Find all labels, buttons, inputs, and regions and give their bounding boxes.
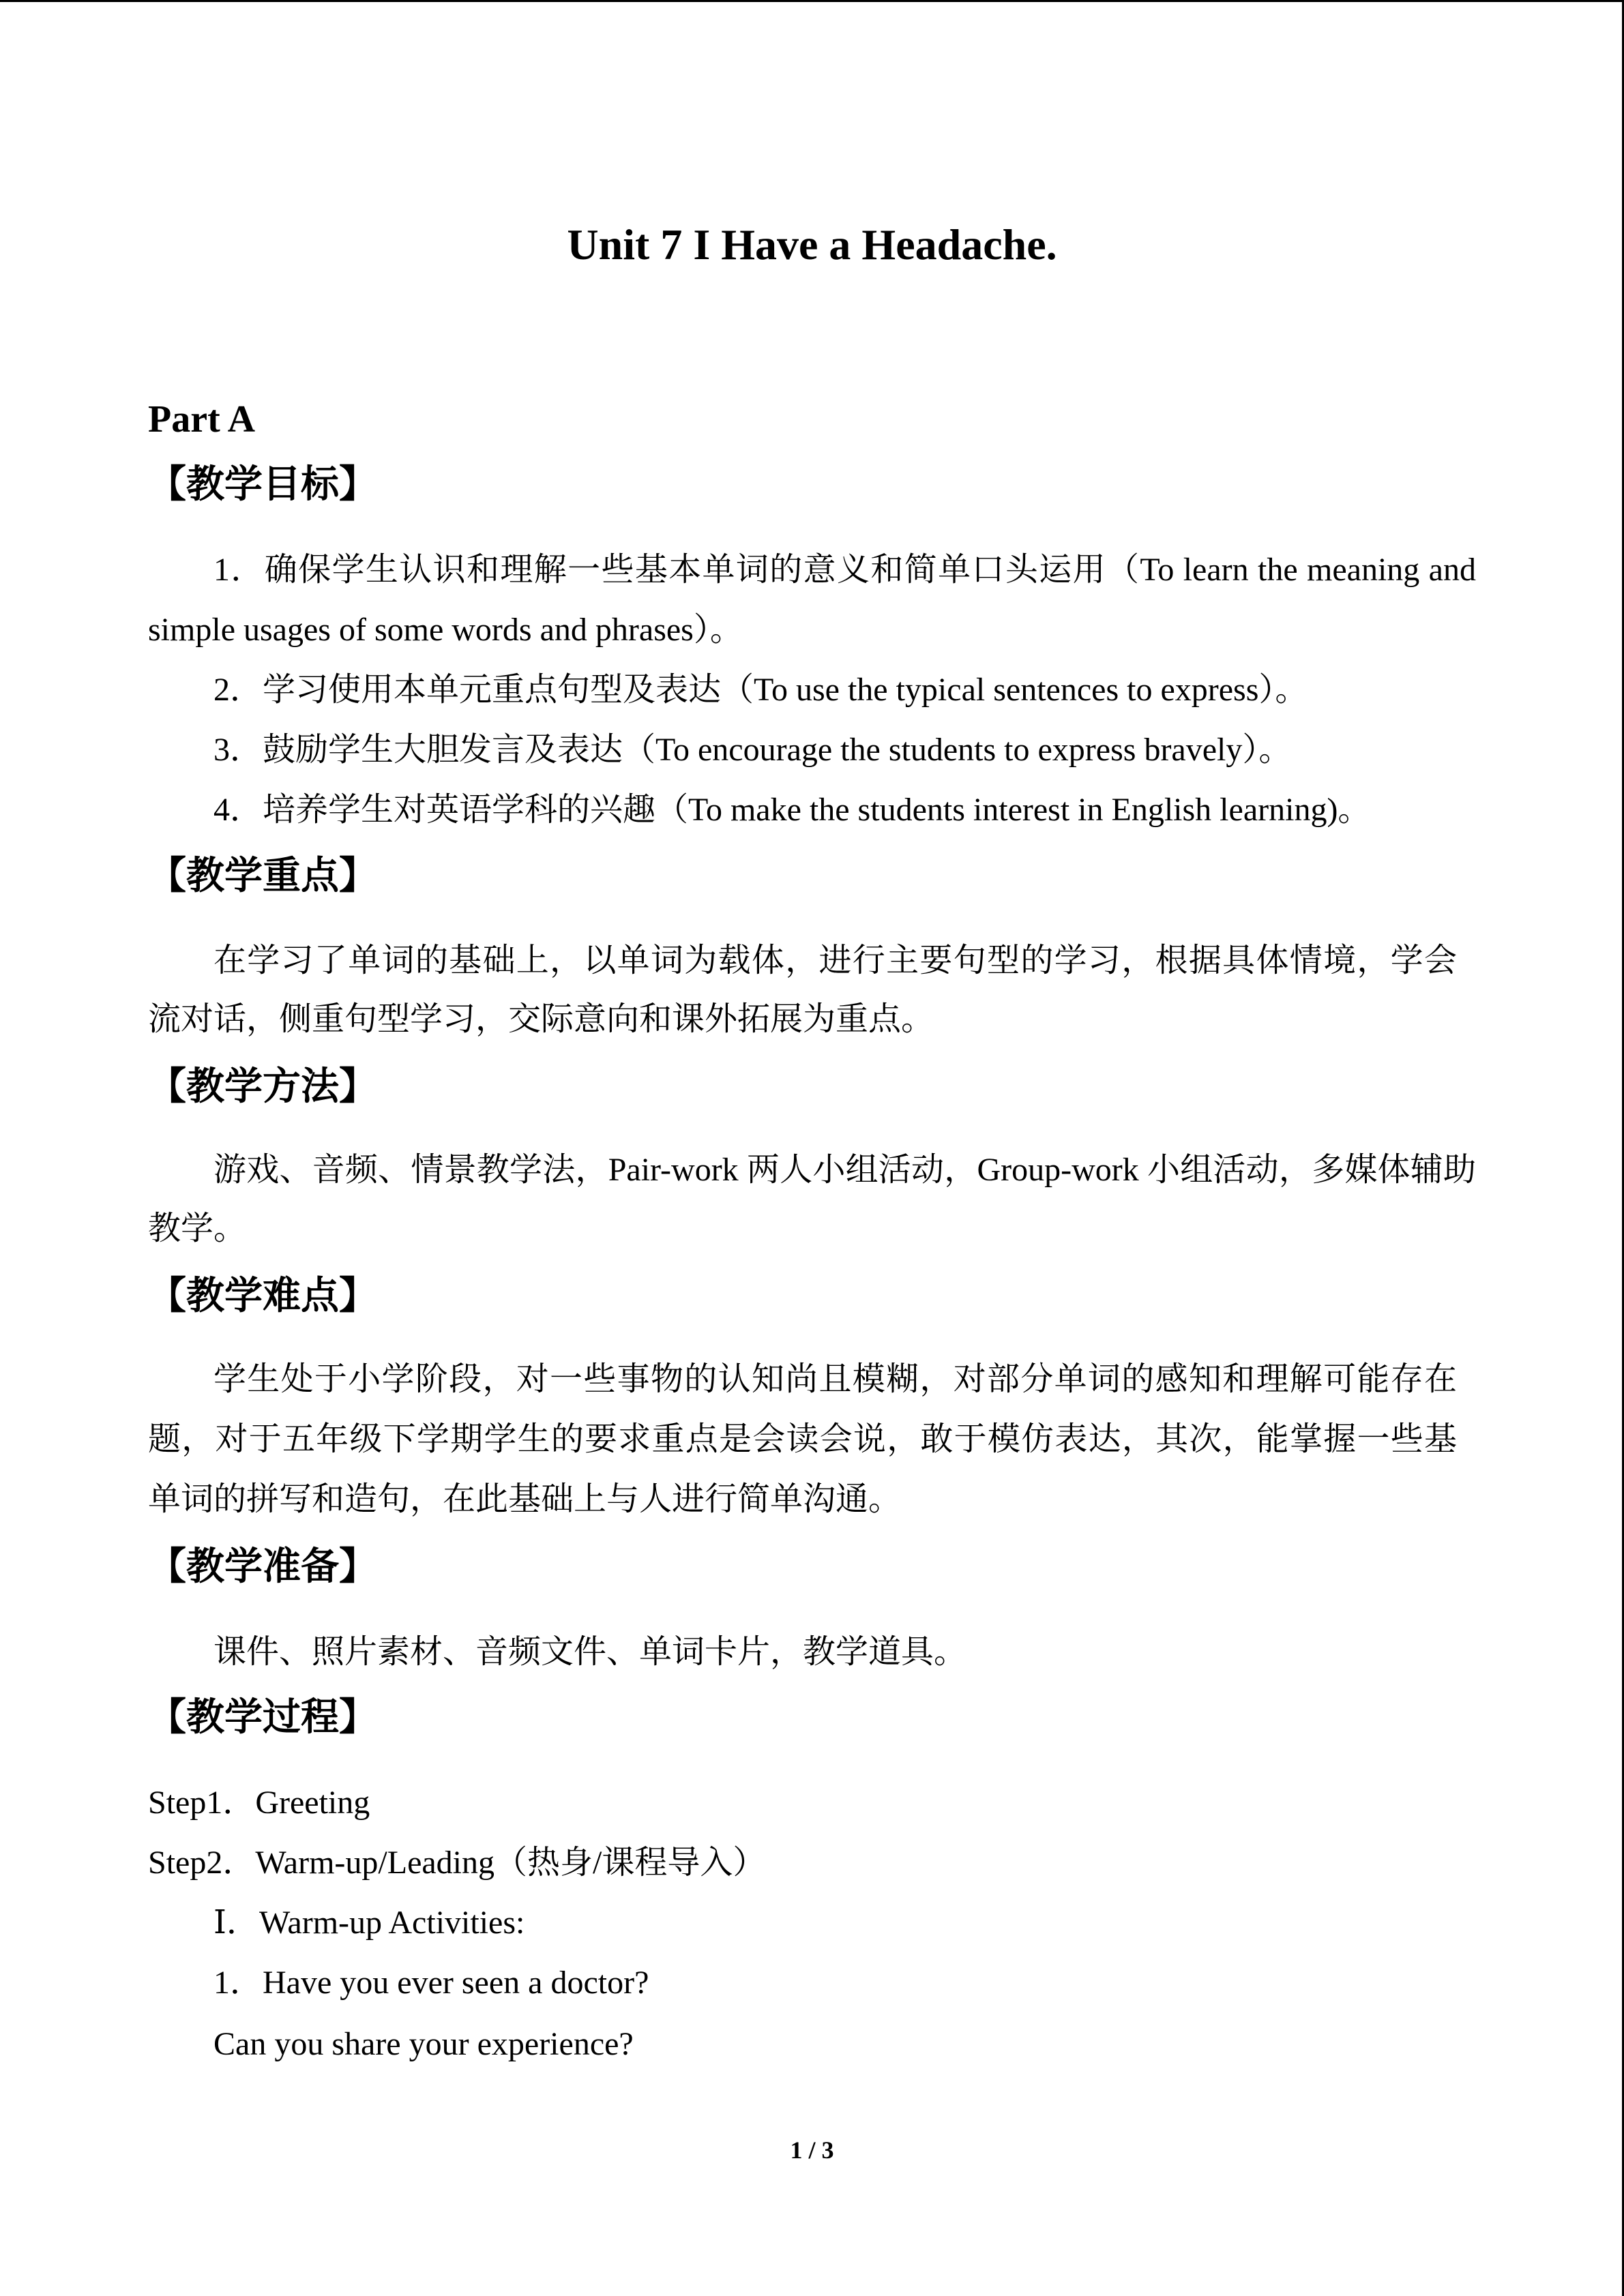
key-points-line-1: 在学习了单词的基础上，以单词为载体，进行主要句型的学习，根据具体情境，学会	[213, 942, 1457, 979]
objective-item-1-line-1: 1．确保学生认识和理解一些基本单词的意义和简单口头运用（To learn the meaning and	[213, 552, 1476, 588]
difficulties-line-3: 单词的拼写和造句，在此基础上与人进行简单沟通。	[148, 1481, 902, 1517]
difficulties-line-2: 题，对于五年级下学期学生的要求重点是会读会说，敢于模仿表达，其次，能掌握一些基	[148, 1421, 1457, 1457]
objective-item-2: 2．学习使用本单元重点句型及表达（To use the typical sentences to express）。	[213, 672, 1308, 708]
process-step-2: Step2．Warm-up/Leading（热身/课程导入）	[148, 1845, 766, 1881]
objective-item-3: 3．鼓励学生大胆发言及表达（To encourage the students to express bravely）。	[213, 732, 1292, 768]
preparation-line-1: 课件、照片素材、音频文件、单词卡片，教学道具。	[213, 1634, 967, 1670]
section-heading-preparation: 【教学准备】	[148, 1546, 377, 1588]
key-points-line-2: 流对话，侧重句型学习，交际意向和课外拓展为重点。	[148, 1001, 934, 1037]
process-warmup-question-2: Can you share your experience?	[213, 2026, 634, 2062]
section-heading-key-points: 【教学重点】	[148, 855, 377, 897]
section-heading-methods: 【教学方法】	[148, 1066, 377, 1108]
page-number: 1 / 3	[790, 2136, 834, 2164]
difficulties-line-1: 学生处于小学阶段，对一些事物的认知尚且模糊，对部分单词的感知和理解可能存在	[213, 1361, 1457, 1397]
methods-line-1: 游戏、音频、情景教学法，Pair-work 两人小组活动，Group-work 小组活动，多媒体辅助	[213, 1152, 1476, 1188]
objective-item-4: 4．培养学生对英语学科的兴趣（To make the students interest in English learning)。	[213, 792, 1371, 828]
section-heading-objectives: 【教学目标】	[148, 464, 377, 506]
part-label: Part A	[148, 398, 256, 441]
objective-item-1-line-2: simple usages of some words and phrases）。	[148, 612, 743, 648]
process-step-1: Step1．Greeting	[148, 1785, 370, 1821]
section-heading-process: 【教学过程】	[148, 1697, 377, 1739]
section-heading-difficulties: 【教学难点】	[148, 1275, 377, 1317]
process-warmup-question-1: 1．Have you ever seen a doctor?	[213, 1965, 649, 2001]
process-warmup-heading: Ⅰ．Warm-up Activities:	[213, 1905, 525, 1941]
document-title: Unit 7 I Have a Headache.	[567, 220, 1057, 269]
methods-line-2: 教学。	[148, 1210, 247, 1247]
